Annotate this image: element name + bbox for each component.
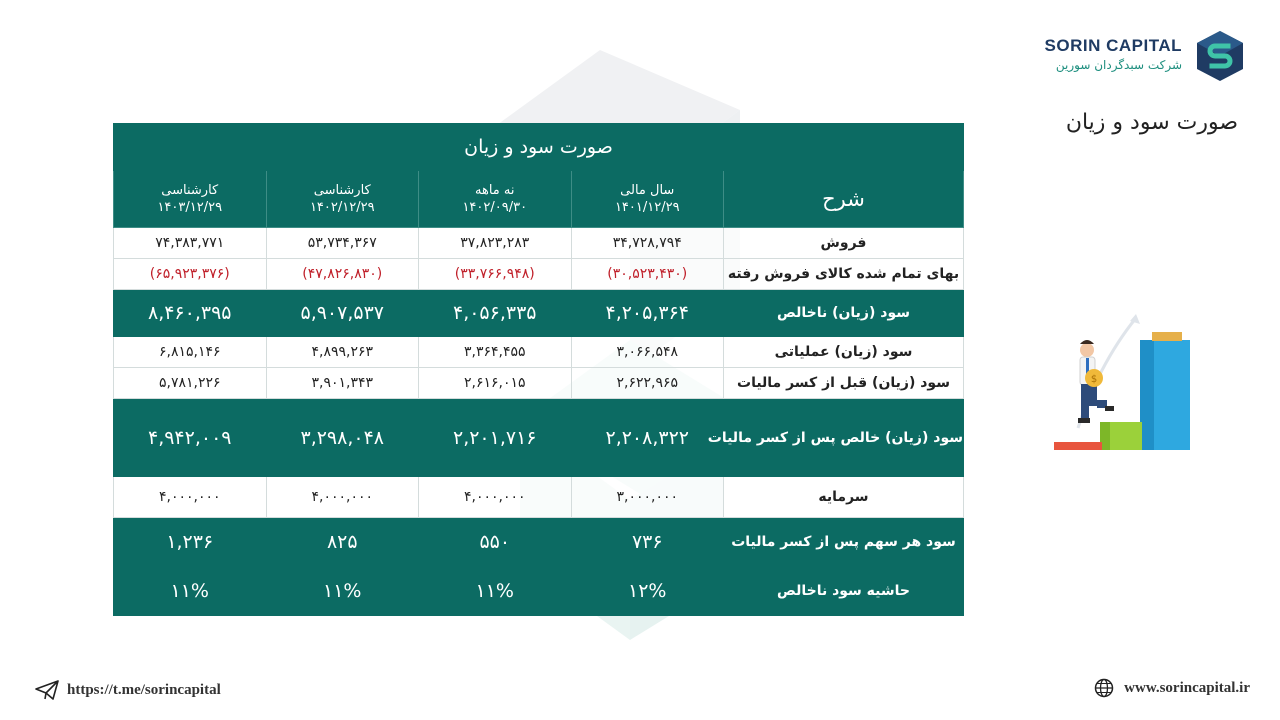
row-label: حاشیه سود ناخالص [724, 567, 964, 616]
telegram-link[interactable] [35, 680, 221, 700]
table-title: صورت سود و زیان [114, 124, 964, 171]
website-url: www.sorincapital.ir [1124, 679, 1250, 696]
table-cell: (۴۷,۸۲۶,۸۳۰) [266, 259, 419, 290]
table-cell: ۵۳,۷۳۴,۳۶۷ [266, 228, 419, 259]
table-cell: ۵,۹۰۷,۵۳۷ [266, 290, 419, 337]
column-header-title: سال مالی [620, 183, 675, 198]
telegram-url: https://t.me/sorincapital [67, 681, 221, 698]
income-statement-table [113, 123, 964, 616]
row-label: سود (زیان) عملیاتی [724, 337, 964, 368]
table-cell: ۲,۲۰۱,۷۱۶ [419, 399, 572, 477]
website-link[interactable] [1094, 678, 1250, 698]
table-row [114, 337, 964, 368]
table-row [114, 228, 964, 259]
row-label: بهای تمام شده کالای فروش رفته [724, 259, 964, 290]
table-cell: ۱۲% [571, 567, 724, 616]
table-row [114, 567, 964, 616]
svg-text:$: $ [1090, 374, 1098, 385]
row-label: سود (زیان) قبل از کسر مالیات [724, 368, 964, 399]
table-cell: ۸۲۵ [266, 518, 419, 567]
table-cell: (۳۰,۵۲۳,۴۳۰) [571, 259, 724, 290]
row-label: سود (زیان) خالص پس از کسر مالیات [724, 399, 964, 477]
row-label: سرمایه [724, 477, 964, 518]
row-label: فروش [724, 228, 964, 259]
column-header-date: ۱۴۰۲/۱۲/۲۹ [309, 200, 375, 215]
column-header [571, 171, 724, 228]
column-header [419, 171, 572, 228]
logo-mark-icon [1194, 30, 1246, 82]
table-cell: ۱۱% [114, 567, 267, 616]
table-title-row [114, 124, 964, 171]
table-cell: (۳۳,۷۶۶,۹۴۸) [419, 259, 572, 290]
table-cell: ۵۵۰ [419, 518, 572, 567]
table-cell: ۴,۰۰۰,۰۰۰ [266, 477, 419, 518]
growth-illustration [1050, 310, 1195, 455]
column-header [114, 171, 267, 228]
column-header [266, 171, 419, 228]
table-cell: ۲,۶۲۲,۹۶۵ [571, 368, 724, 399]
table-cell: ۳,۲۹۸,۰۴۸ [266, 399, 419, 477]
table-row [114, 259, 964, 290]
page-title: صورت سود و زیان [1065, 110, 1238, 135]
column-header-title: کارشناسی [161, 183, 219, 198]
column-header-date: ۱۴۰۲/۰۹/۳۰ [462, 200, 528, 215]
table-cell: ۷۳۶ [571, 518, 724, 567]
table-cell: ۳,۰۶۶,۵۴۸ [571, 337, 724, 368]
table-cell: ۶,۸۱۵,۱۴۶ [114, 337, 267, 368]
table-row [114, 399, 964, 477]
telegram-icon [35, 680, 59, 700]
table-cell: ۴,۸۹۹,۲۶۳ [266, 337, 419, 368]
table-cell: ۳۷,۸۲۳,۲۸۳ [419, 228, 572, 259]
table-row [114, 518, 964, 567]
description-header: شرح [724, 171, 964, 228]
row-label: سود (زیان) ناخالص [724, 290, 964, 337]
table-cell: ۱۱% [266, 567, 419, 616]
table-cell: ۸,۴۶۰,۳۹۵ [114, 290, 267, 337]
table-cell: ۴,۰۰۰,۰۰۰ [114, 477, 267, 518]
table-cell: ۳,۳۶۴,۴۵۵ [419, 337, 572, 368]
table-cell: ۳۴,۷۲۸,۷۹۴ [571, 228, 724, 259]
table-cell: ۱,۲۳۶ [114, 518, 267, 567]
table-cell: ۲,۶۱۶,۰۱۵ [419, 368, 572, 399]
table-cell: ۴,۰۵۶,۳۳۵ [419, 290, 572, 337]
table-row [114, 290, 964, 337]
company-logo [1044, 30, 1260, 85]
table-cell: ۳,۰۰۰,۰۰۰ [571, 477, 724, 518]
table-cell: ۴,۲۰۵,۳۶۴ [571, 290, 724, 337]
logo-title: SORIN CAPITAL [1044, 36, 1182, 55]
table-row [114, 368, 964, 399]
table-header-row [114, 171, 964, 228]
row-label: سود هر سهم پس از کسر مالیات [724, 518, 964, 567]
table-cell: (۶۵,۹۲۳,۳۷۶) [114, 259, 267, 290]
table-cell: ۲,۲۰۸,۳۲۲ [571, 399, 724, 477]
table-cell: ۱۱% [419, 567, 572, 616]
table-cell: ۴,۹۴۲,۰۰۹ [114, 399, 267, 477]
table-cell: ۳,۹۰۱,۳۴۳ [266, 368, 419, 399]
globe-icon [1094, 678, 1114, 698]
column-header-date: ۱۴۰۱/۱۲/۲۹ [614, 200, 680, 215]
table-cell: ۴,۰۰۰,۰۰۰ [419, 477, 572, 518]
column-header-date: ۱۴۰۳/۱۲/۲۹ [157, 200, 223, 215]
logo-subtitle: شرکت سبدگردان سورین [1055, 58, 1182, 72]
table-cell: ۵,۷۸۱,۲۲۶ [114, 368, 267, 399]
table-row [114, 477, 964, 518]
table-cell: ۷۴,۳۸۳,۷۷۱ [114, 228, 267, 259]
column-header-title: کارشناسی [313, 183, 371, 198]
column-header-title: نه ماهه [475, 183, 515, 198]
